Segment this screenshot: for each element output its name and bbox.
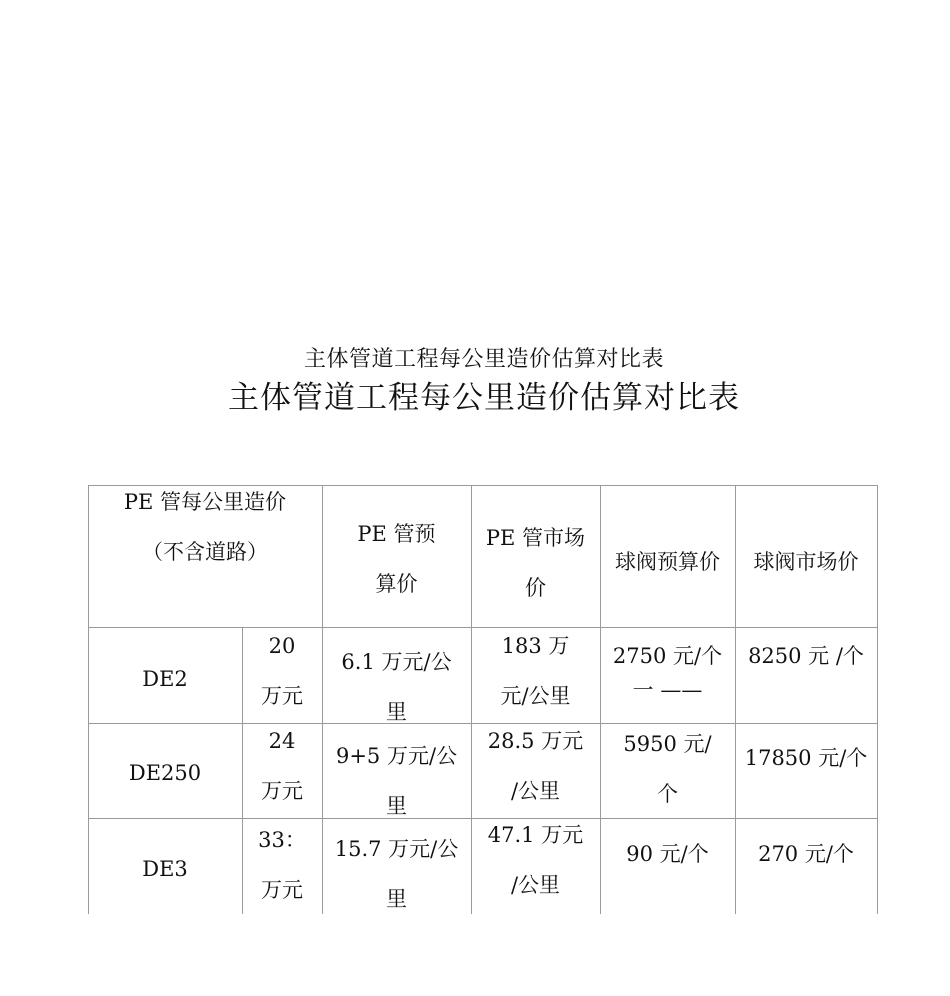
row-2-spec-text: DE250 xyxy=(128,761,202,785)
header-pe-market-price-line2: 价 xyxy=(525,576,546,600)
row-3-valve-market-text: 270 元/个 xyxy=(758,842,854,866)
header-pe-per-km-cost-line2: （不含道路） xyxy=(142,540,268,564)
row-1-cost-line2: 万元 xyxy=(261,684,303,708)
row-1-pe-market-line2: 元/公里 xyxy=(500,684,571,708)
row-2-pe-market-line2: /公里 xyxy=(510,779,561,803)
row-2-valve-budget-line2: 个 xyxy=(657,782,678,806)
row-1-pe-budget-line2: 里 xyxy=(386,700,407,724)
row-2-cost-line1: 24 xyxy=(268,729,296,753)
row-3-spec xyxy=(88,844,242,894)
document-title-small: 主体管道工程每公里造价估算对比表 xyxy=(303,347,664,372)
row-1-valve-budget-price xyxy=(600,639,735,707)
header-valve-budget-price-text: 球阀预算价 xyxy=(615,550,720,574)
row-1-pe-budget-line1: 6.1 万元/公 xyxy=(341,650,452,674)
row-3-cost-line1: 33： xyxy=(258,828,306,852)
row-3-pe-budget-line1: 15.7 万元/公 xyxy=(334,837,459,861)
row-2-pe-budget-price xyxy=(322,731,471,831)
row-2-pe-market-price xyxy=(471,716,600,816)
row-2-cost-line2: 万元 xyxy=(261,779,303,803)
row-3-valve-budget-text: 90 元/个 xyxy=(626,842,709,866)
row-1-cost-per-km xyxy=(242,621,322,721)
row-2-pe-budget-line1: 9+5 万元/公 xyxy=(335,744,458,768)
row-3-valve-budget-price xyxy=(600,829,735,879)
row-2-pe-budget-line2: 里 xyxy=(386,794,407,818)
header-pe-budget-price-line2: 算价 xyxy=(375,572,418,596)
row-3-pe-market-price xyxy=(471,810,600,910)
row-3-spec-text: DE3 xyxy=(142,857,188,881)
row-1-spec-text: DE2 xyxy=(142,667,188,691)
row-1-valve-market-price xyxy=(735,639,877,673)
row-2-valve-budget-line1: 5950 元/ xyxy=(623,732,712,756)
header-pe-market-price-line1: PE 管市场 xyxy=(485,526,586,550)
row-1-valve-budget-line2: 一 —— xyxy=(632,678,703,702)
table-border-right xyxy=(877,485,878,914)
header-pe-budget-price-line1: PE 管预 xyxy=(357,522,436,546)
row-1-spec xyxy=(88,654,242,704)
header-pe-market-price xyxy=(471,513,600,613)
row-1-pe-market-price xyxy=(471,621,600,721)
cost-comparison-table xyxy=(88,485,878,914)
header-pe-budget-price xyxy=(322,509,471,609)
header-pe-per-km-cost xyxy=(88,477,322,577)
row-3-valve-market-price xyxy=(735,829,877,879)
row-2-cost-per-km xyxy=(242,716,322,816)
row-1-pe-market-line1: 183 万 xyxy=(501,634,570,658)
row-3-cost-line2: 万元 xyxy=(261,878,303,902)
row-3-pe-market-line2: /公里 xyxy=(510,873,561,897)
header-pe-per-km-cost-line1: PE 管每公里造价 xyxy=(123,490,287,514)
row-2-valve-market-price xyxy=(735,733,877,783)
row-2-pe-market-line1: 28.5 万元 xyxy=(487,729,584,753)
row-3-cost-per-km xyxy=(242,815,322,915)
row-2-valve-market-text: 17850 元/个 xyxy=(744,746,868,770)
row-1-valve-market-text: 8250 元 /个 xyxy=(748,644,864,668)
header-valve-budget-price xyxy=(600,537,735,587)
row-2-valve-budget-price xyxy=(600,719,735,819)
row-3-pe-market-line1: 47.1 万元 xyxy=(487,823,584,847)
row-1-cost-line1: 20 xyxy=(268,634,296,658)
row-3-pe-budget-price xyxy=(322,824,471,924)
document-title-large: 主体管道工程每公里造价估算对比表 xyxy=(228,380,740,416)
header-valve-market-price-text: 球阀市场价 xyxy=(753,550,859,574)
row-3-pe-budget-line2: 里 xyxy=(386,887,407,911)
header-valve-market-price xyxy=(735,537,877,587)
row-2-spec xyxy=(88,748,242,798)
row-1-pe-budget-price xyxy=(322,637,471,737)
row-1-valve-budget-line1: 2750 元/个 xyxy=(612,644,723,668)
